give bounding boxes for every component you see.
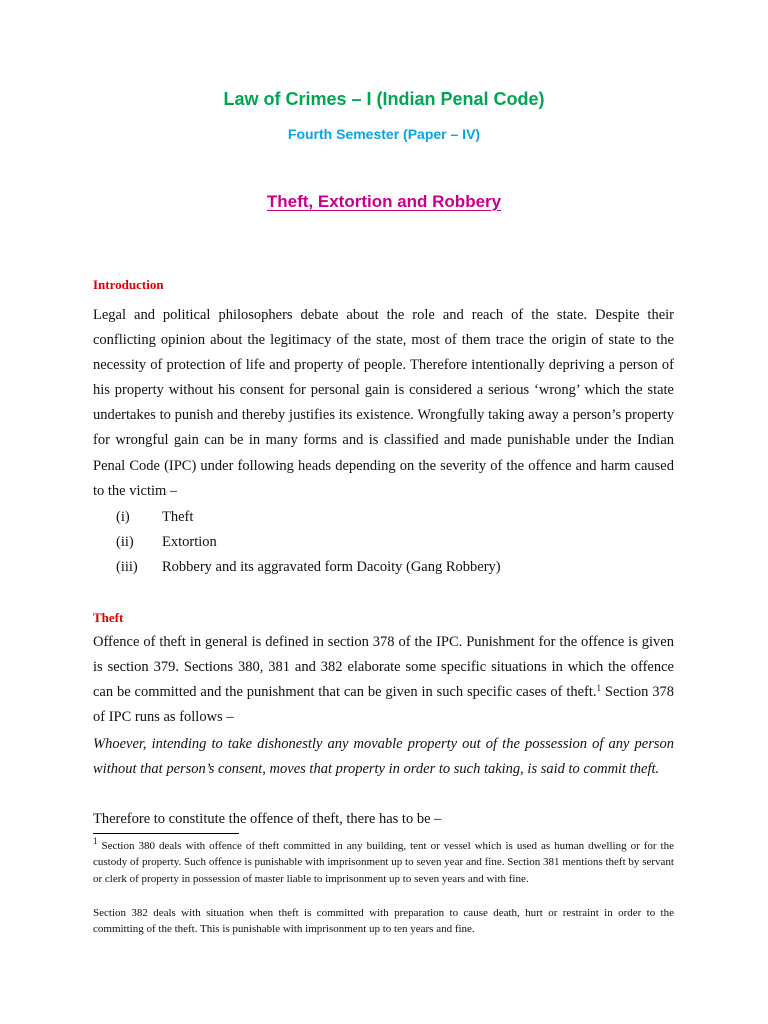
- theft-closing-line: Therefore to constitute the offence of theft, there has to be –: [93, 811, 442, 827]
- theft-paragraph-text: Offence of theft in general is defined in section 378 of the IPC. Punishment for the offence is given is section 379. Sections 380, 381 and 382 elaborate some specific situations in which the offence can be committed and the punishment that can be given in such specific cases of theft.: [93, 634, 674, 701]
- footnote-reference[interactable]: 1: [596, 683, 602, 694]
- theft-paragraph-tail: Section 378 of IPC runs as follows –: [93, 684, 674, 726]
- topic-heading-text: Theft, Extortion and Robbery: [266, 192, 502, 211]
- introduction-heading: Introduction: [93, 277, 164, 292]
- list-item-number: (iii): [116, 559, 138, 575]
- list-item-number: (ii): [116, 534, 134, 550]
- list-item-text: Theft: [162, 509, 194, 525]
- section-378-quote: Whoever, intending to take dishonestly any movable property out of the possession of any person without that person’s consent, moves that property in order to such taking, is said to commit theft.: [93, 736, 674, 778]
- footnote-1-continued: Section 382 deals with situation when theft is committed with preparation to cause death, hurt or restraint in order to the committing of the theft. This is punishable with imprisonment up to ten years and fine.: [93, 907, 674, 936]
- footnote-1-text: Section 380 deals with offence of theft committed in any building, tent or vessel which is used as human dwelling or for the custody of property. Such offence is punishable with imprisonment up to seven year and fine. Section 381 mentions theft by servant or clerk of property in possession of master liable to imprisonment up to seven years and with fine.: [93, 840, 674, 885]
- document-subtitle: Fourth Semester (Paper – IV): [287, 126, 481, 142]
- footnote-marker: 1: [93, 836, 98, 846]
- footnote-1: [93, 838, 674, 887]
- list-item: [116, 555, 501, 580]
- list-item-text: Extortion: [162, 534, 217, 550]
- introduction-paragraph: Legal and political philosophers debate about the role and reach of the state. Despite their conflicting opinion about the legitimacy of the state, most of them trace the origin of state to the necessity of protection of life and property of people. Therefore intentionally depriving a person of his property without his consent for personal gain is considered a serious ‘wrong’ which the state undertakes to punish and thereby justifies its existence. Wrongfully taking away a person’s property for wrongful gain can be in many forms and is classified and made punishable under the Indian Penal Code (IPC) under following heads depending on the severity of the offence and harm caused to the victim –: [93, 307, 674, 499]
- footnote-separator: [93, 833, 239, 834]
- list-item: [116, 505, 193, 530]
- theft-heading: Theft: [93, 610, 124, 625]
- list-item-number: (i): [116, 509, 130, 525]
- document-title: Law of Crimes – I (Indian Penal Code): [223, 89, 545, 109]
- list-item-text: Robbery and its aggravated form Dacoity (Gang Robbery): [162, 559, 501, 575]
- theft-paragraph: [93, 630, 674, 730]
- topic-heading: [0, 192, 768, 212]
- list-item: [116, 530, 217, 555]
